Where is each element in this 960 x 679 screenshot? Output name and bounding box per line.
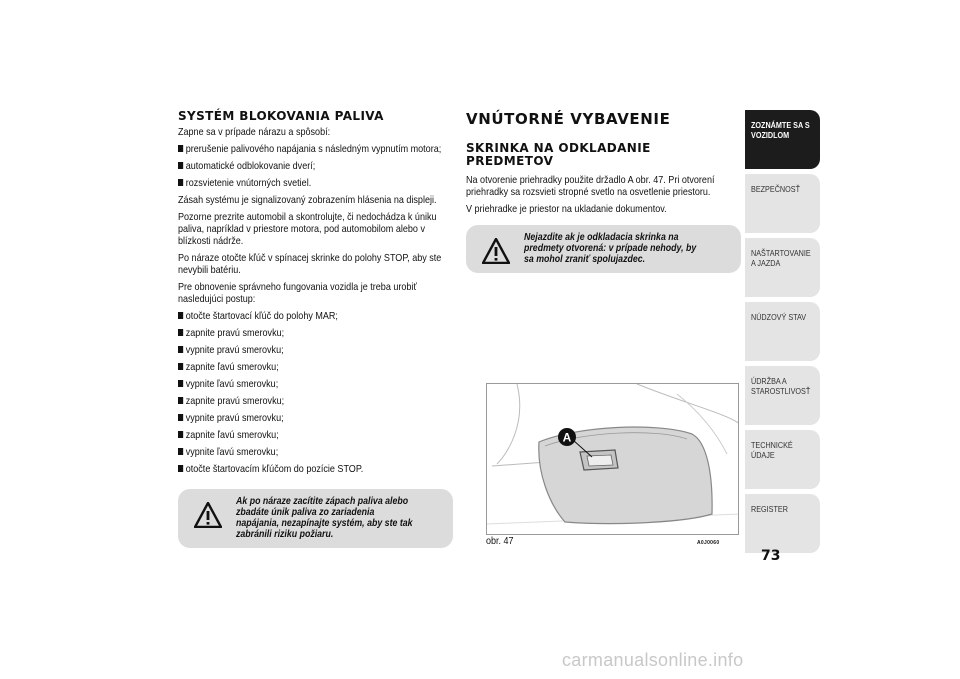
glove-box-heading: SKRINKA NA ODKLADANIE PREDMETOV	[466, 141, 651, 168]
list-item: vypnite pravú smerovku;	[178, 344, 452, 356]
glove-box-illustration	[487, 384, 739, 535]
glove-box-warning-text: Nejazdite ak je odkladacia skrinka na predmety otvorená: v prípade nehody, by sa mohol zraniť spolujazdec.	[524, 232, 697, 265]
tab-introduction[interactable]: ZOZNÁMTE SA S VOZIDLOM	[745, 110, 820, 169]
fuel-cutoff-intro: Zapne sa v prípade nárazu a spôsobí:	[178, 126, 331, 138]
bullet-icon	[178, 162, 183, 169]
tab-safety[interactable]: BEZPEČNOSŤ	[745, 174, 820, 233]
tab-index[interactable]: REGISTER	[745, 494, 820, 553]
bullet-icon	[178, 329, 183, 336]
paragraph: Na otvorenie priehradky použite držadlo A obr. 47. Pri otvorení priehradky sa rozsvieti stropné svetlo na osvetlenie priestoru.	[466, 174, 715, 198]
fuel-warning-box	[178, 489, 453, 548]
bullet-icon	[178, 380, 183, 387]
list-item: vypnite ľavú smerovku;	[178, 378, 452, 390]
paragraph: V priehradke je priestor na ukladanie dokumentov.	[466, 203, 667, 215]
fuel-cutoff-section	[178, 110, 453, 548]
warning-icon	[194, 502, 222, 528]
figure-code: A0J0060	[697, 540, 720, 546]
bullet-icon	[178, 312, 183, 319]
bullet-icon	[178, 346, 183, 353]
bullet-icon	[178, 145, 183, 152]
bullet-icon	[178, 431, 183, 438]
list-item: automatické odblokovanie dverí;	[178, 160, 452, 172]
bullet-icon	[178, 465, 183, 472]
bullet-icon	[178, 179, 183, 186]
paragraph: Pre obnovenie správneho fungovania vozidla je treba urobiť nasledujúci postup:	[178, 281, 417, 305]
list-item: prerušenie palivového napájania s následným vypnutím motora;	[178, 143, 452, 155]
paragraph: Pozorne prezrite automobil a skontrolujte, či nedochádza k úniku paliva, napríklad v priestore motora, pod automobilom alebo v blízkosti nádrže.	[178, 211, 437, 247]
list-item: otočte štartovací kľúč do polohy MAR;	[178, 310, 452, 322]
fuel-warning-text: Ak po náraze zacítite zápach paliva alebo zbadáte únik paliva zo zariadenia napájania, nezapínajte systém, aby ste tak zabránili riziku požiaru.	[236, 496, 413, 540]
list-item: otočte štartovacím kľúčom do pozície STOP.	[178, 463, 452, 475]
list-item: zapnite pravú smerovku;	[178, 327, 452, 339]
list-item: zapnite ľavú smerovku;	[178, 361, 452, 373]
figure-caption: obr. 47	[486, 536, 514, 547]
list-item: zapnite ľavú smerovku;	[178, 429, 452, 441]
interior-section	[466, 110, 741, 273]
list-item: vypnite pravú smerovku;	[178, 412, 452, 424]
callout-marker-label: A	[562, 430, 572, 445]
glove-box-figure	[486, 383, 739, 535]
bullet-icon	[178, 397, 183, 404]
paragraph: Po náraze otočte kľúč v spínacej skrinke do polohy STOP, aby ste nevybili batériu.	[178, 252, 442, 276]
tab-technical-data[interactable]: TECHNICKÉ ÚDAJE	[745, 430, 820, 489]
interior-heading: VNÚTORNÉ VYBAVENIE	[466, 110, 671, 128]
watermark: carmanualsonline.info	[562, 650, 744, 670]
list-item: zapnite pravú smerovku;	[178, 395, 452, 407]
effects-list	[178, 143, 453, 189]
fuel-cutoff-heading: SYSTÉM BLOKOVANIA PALIVA	[178, 109, 384, 123]
page-number: 73	[761, 548, 781, 564]
bullet-icon	[178, 448, 183, 455]
tab-emergency[interactable]: NÚDZOVÝ STAV	[745, 302, 820, 361]
warning-icon	[482, 238, 510, 264]
chapter-sidebar	[745, 110, 820, 558]
glove-box-warning-box	[466, 225, 741, 273]
list-item: vypnite ľavú smerovku;	[178, 446, 452, 458]
bullet-icon	[178, 363, 183, 370]
tab-starting-driving[interactable]: NAŠTARTOVANIE A JAZDA	[745, 238, 820, 297]
tab-maintenance[interactable]: ÚDRŽBA A STAROSTLIVOSŤ	[745, 366, 820, 425]
list-item: rozsvietenie vnútorných svetiel.	[178, 177, 452, 189]
paragraph: Zásah systému je signalizovaný zobrazením hlásenia na displeji.	[178, 194, 437, 206]
bullet-icon	[178, 414, 183, 421]
reset-steps-list	[178, 310, 453, 475]
